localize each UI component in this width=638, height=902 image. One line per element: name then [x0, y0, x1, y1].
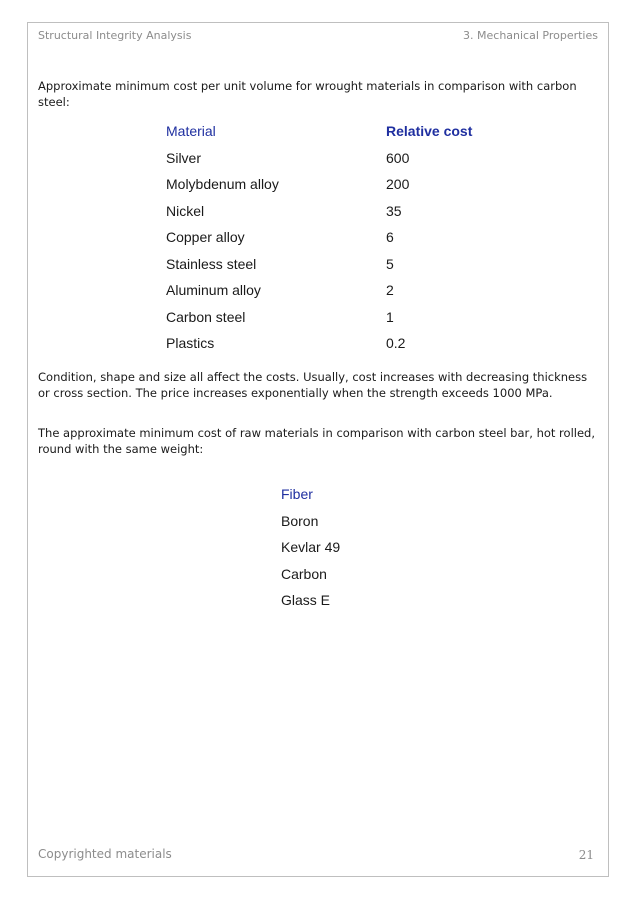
column-header-material: Material: [166, 123, 216, 139]
fiber-name: Boron: [281, 512, 319, 529]
fiber-name: Carbon: [281, 565, 327, 582]
raw-materials-paragraph: The approximate minimum cost of raw materials in comparison with carbon steel bar, hot rolled, round with the same weight:: [38, 426, 595, 456]
material-name: Carbon steel: [166, 308, 246, 325]
condition-paragraph: Condition, shape and size all affect the costs. Usually, cost increases with decreasing thickness or cross section. The price increases exponentially when the strength exceeds 1000 MPa.: [38, 370, 588, 400]
relative-cost-value: 35: [386, 202, 402, 219]
relative-cost-value: 600: [386, 149, 410, 166]
relative-cost-value: 2: [386, 282, 394, 298]
material-name: Stainless steel: [166, 255, 257, 272]
relative-cost-value: 0.2: [386, 335, 406, 351]
material-name: Copper alloy: [166, 229, 245, 245]
intro-paragraph: Approximate minimum cost per unit volume for wrought materials in comparison with carbon steel:: [38, 79, 577, 109]
header-chapter-title: 3. Mechanical Properties: [463, 29, 598, 42]
document-page: [27, 22, 609, 877]
footer-copyright: Copyrighted materials: [38, 847, 172, 861]
page-number: 21: [578, 848, 594, 862]
column-header-relative-cost: Relative cost: [386, 123, 473, 139]
relative-cost-value: 200: [386, 176, 410, 192]
relative-cost-value: 5: [386, 255, 394, 272]
running-footer: [38, 847, 594, 863]
running-header: [38, 29, 598, 45]
header-book-title: Structural Integrity Analysis: [38, 29, 192, 42]
material-name: Molybdenum alloy: [166, 176, 279, 192]
relative-cost-value: 1: [386, 308, 394, 325]
column-header-fiber: Fiber: [281, 486, 313, 502]
fiber-name: Kevlar 49: [281, 539, 341, 555]
material-name: Aluminum alloy: [166, 282, 261, 298]
material-name: Plastics: [166, 335, 215, 351]
fiber-name: Glass E: [281, 592, 331, 608]
material-name: Silver: [166, 149, 202, 166]
relative-cost-value: 6: [386, 229, 394, 245]
material-name: Nickel: [166, 202, 205, 219]
